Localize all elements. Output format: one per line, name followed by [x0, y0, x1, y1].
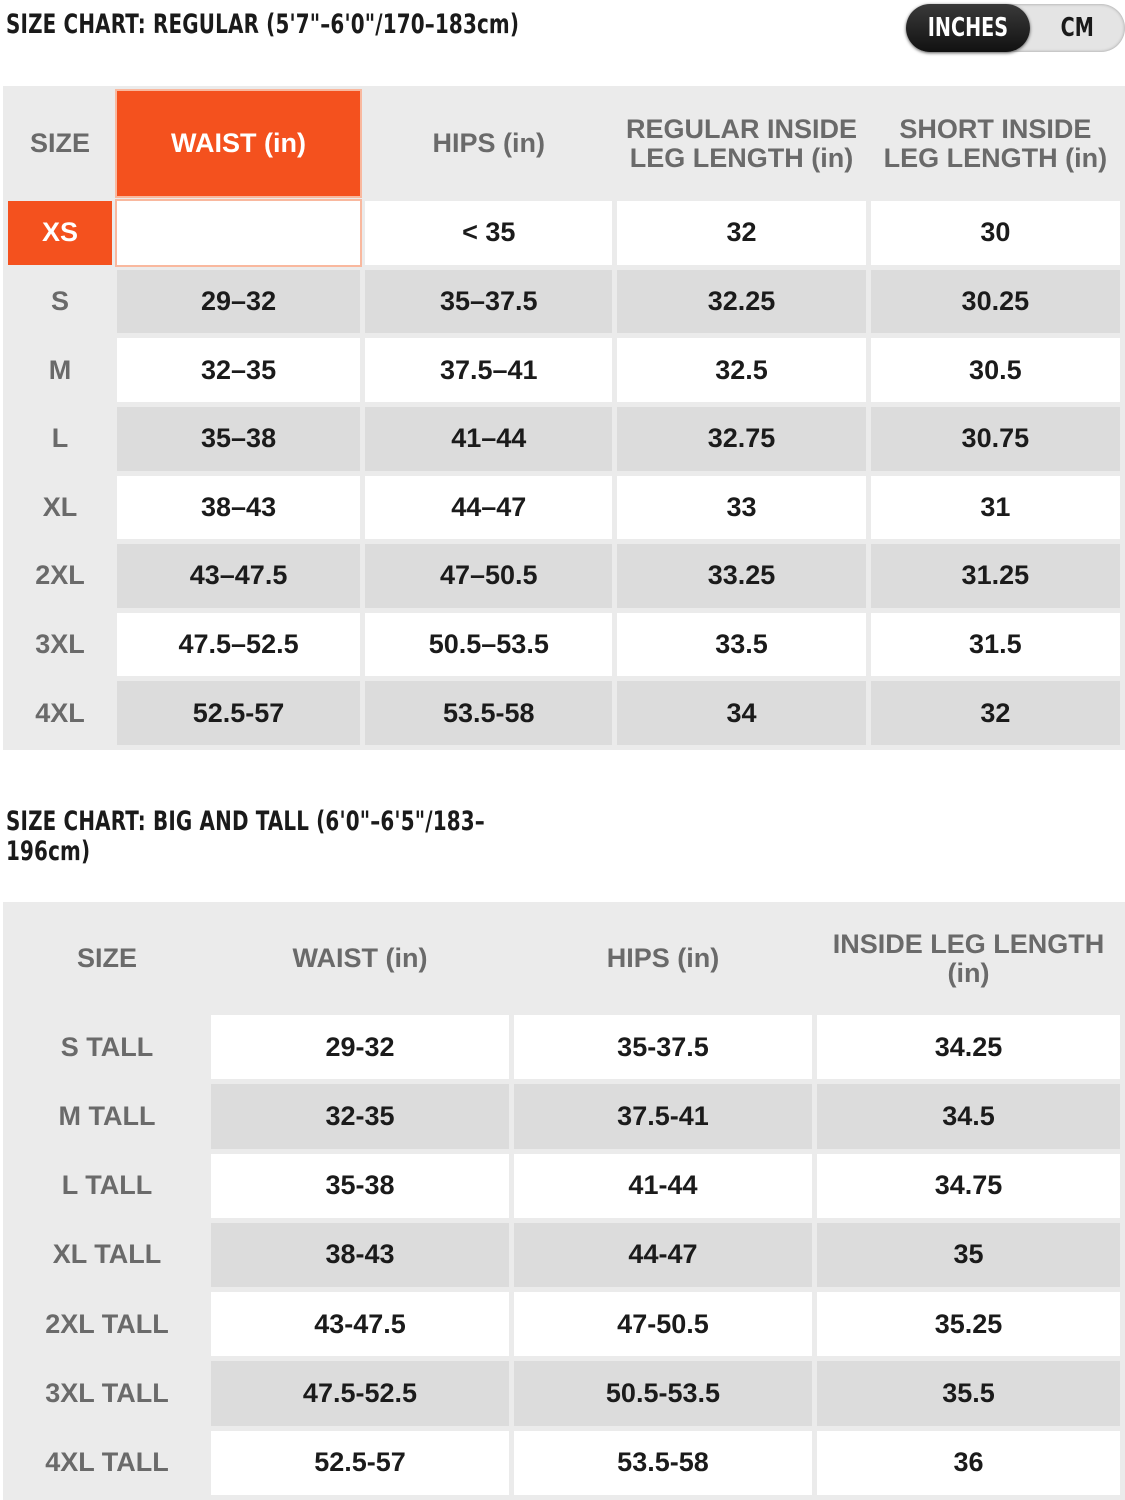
inches-label: INCHES: [927, 13, 1009, 43]
table-row[interactable]: [8, 1015, 1120, 1079]
size-cell: 3XL: [35, 629, 85, 660]
value-cell: < 35: [365, 201, 612, 265]
value-cell: 52.5-57: [117, 681, 360, 745]
table-row[interactable]: [8, 270, 1120, 334]
value-cell: 33.5: [617, 613, 865, 677]
value-cell: 35-38: [211, 1154, 509, 1218]
value-cell: 32.75: [617, 407, 865, 471]
table-row[interactable]: [8, 613, 1120, 677]
value-cell: 50.5-53.5: [514, 1361, 812, 1425]
size-cell: L TALL: [61, 1170, 153, 1201]
inches-toggle-option[interactable]: [906, 4, 1030, 52]
table-row[interactable]: [8, 1431, 1120, 1495]
value-cell: 32.5: [617, 338, 865, 402]
value-cell: 30.5: [871, 338, 1120, 402]
value-cell: 44–47: [365, 476, 612, 540]
value-cell: 41–44: [365, 407, 612, 471]
table-row[interactable]: [8, 338, 1120, 402]
value-cell: 47.5–52.5: [117, 613, 360, 677]
value-cell: 34.25: [817, 1015, 1120, 1079]
cm-label: CM: [1060, 13, 1095, 43]
table-row[interactable]: [8, 407, 1120, 471]
value-cell: 29–32: [117, 270, 360, 334]
table-header-row: [8, 907, 1120, 1010]
table-row[interactable]: [8, 681, 1120, 745]
value-cell: 47.5-52.5: [211, 1361, 509, 1425]
value-cell: 35-37.5: [514, 1015, 812, 1079]
value-cell: 41-44: [514, 1154, 812, 1218]
value-cell: 38–43: [117, 476, 360, 540]
regular-size-table-panel: [3, 86, 1125, 750]
size-cell: 2XL: [35, 560, 85, 591]
regular-size-table: [3, 86, 1125, 750]
size-cell: S: [50, 285, 69, 316]
big-tall-size-table-panel: [3, 902, 1125, 1500]
regular-chart-title: SIZE CHART: REGULAR (5'7"–6'0"/170–183cm): [6, 9, 520, 40]
size-cell: M: [48, 354, 72, 385]
value-cell: 43–47.5: [117, 544, 360, 608]
size-cell: 4XL: [35, 697, 85, 728]
value-cell: 30.75: [871, 407, 1120, 471]
table-row[interactable]: [8, 544, 1120, 608]
size-cell: L: [51, 423, 69, 454]
value-cell: 37.5–41: [365, 338, 612, 402]
value-cell: 38-43: [211, 1223, 509, 1287]
table-row[interactable]: [8, 1223, 1120, 1287]
col-header-short-inside-leg[interactable]: SHORT INSIDE LEG LENGTH (in): [883, 113, 1108, 173]
col-header-waist[interactable]: WAIST (in): [117, 91, 360, 196]
col-header-waist[interactable]: WAIST (in): [292, 943, 428, 973]
value-cell: 33.25: [617, 544, 865, 608]
table-row[interactable]: [8, 201, 1120, 265]
col-header-regular-inside-leg[interactable]: REGULAR INSIDE LEG LENGTH (in): [626, 113, 858, 173]
value-cell: 53.5-58: [365, 681, 612, 745]
value-cell: 53.5-58: [514, 1431, 812, 1495]
value-cell: 30: [871, 201, 1120, 265]
size-cell: S TALL: [60, 1031, 154, 1062]
value-cell: 32-35: [211, 1084, 509, 1148]
col-header-hips[interactable]: HIPS (in): [606, 943, 720, 973]
size-cell: M TALL: [58, 1100, 156, 1131]
big-tall-chart-title: SIZE CHART: BIG AND TALL (6'0"–6'5"/183–196cm): [6, 806, 485, 867]
table-row[interactable]: [8, 476, 1120, 540]
value-cell: 47–50.5: [365, 544, 612, 608]
table-row[interactable]: [8, 1292, 1120, 1356]
value-cell: 34.75: [817, 1154, 1120, 1218]
unit-toggle[interactable]: [906, 4, 1125, 52]
col-header-size: SIZE: [29, 128, 90, 158]
value-cell: 52.5-57: [211, 1431, 509, 1495]
value-cell: 35–38: [117, 407, 360, 471]
value-cell: 31: [871, 476, 1120, 540]
value-cell: 44-47: [514, 1223, 812, 1287]
value-cell: 43-47.5: [211, 1292, 509, 1356]
size-cell: XL: [42, 491, 78, 522]
col-header-inside-leg[interactable]: INSIDE LEG LENGTH (in): [832, 928, 1105, 988]
value-cell: 50.5–53.5: [365, 613, 612, 677]
value-cell: 32.25: [617, 270, 865, 334]
table-row[interactable]: [8, 1154, 1120, 1218]
table-header-row: [8, 91, 1120, 196]
value-cell: 30.25: [871, 270, 1120, 334]
value-cell: 35.5: [817, 1361, 1120, 1425]
value-cell: 35–37.5: [365, 270, 612, 334]
size-cell: XS: [8, 201, 112, 265]
value-cell: 35: [817, 1223, 1120, 1287]
value-cell: 35.25: [817, 1292, 1120, 1356]
size-cell: 2XL TALL: [45, 1308, 169, 1339]
value-cell: 47-50.5: [514, 1292, 812, 1356]
value-cell: 31.25: [871, 544, 1120, 608]
big-tall-size-table: [3, 902, 1125, 1500]
size-cell: 4XL TALL: [45, 1447, 169, 1478]
value-cell: 36: [817, 1431, 1120, 1495]
size-cell: XL TALL: [52, 1239, 162, 1270]
size-cell: 3XL TALL: [45, 1378, 169, 1409]
table-row[interactable]: [8, 1361, 1120, 1425]
cm-toggle-option[interactable]: [1030, 4, 1125, 52]
value-cell: 34.5: [817, 1084, 1120, 1148]
col-header-hips[interactable]: HIPS (in): [432, 128, 546, 158]
table-row[interactable]: [8, 1084, 1120, 1148]
value-cell: < 29: [117, 201, 360, 265]
value-cell: 37.5-41: [514, 1084, 812, 1148]
col-header-size: SIZE: [76, 943, 137, 973]
value-cell: 32: [871, 681, 1120, 745]
value-cell: 31.5: [871, 613, 1120, 677]
value-cell: 34: [617, 681, 865, 745]
value-cell: 32–35: [117, 338, 360, 402]
value-cell: 32: [617, 201, 865, 265]
value-cell: 29-32: [211, 1015, 509, 1079]
value-cell: 33: [617, 476, 865, 540]
